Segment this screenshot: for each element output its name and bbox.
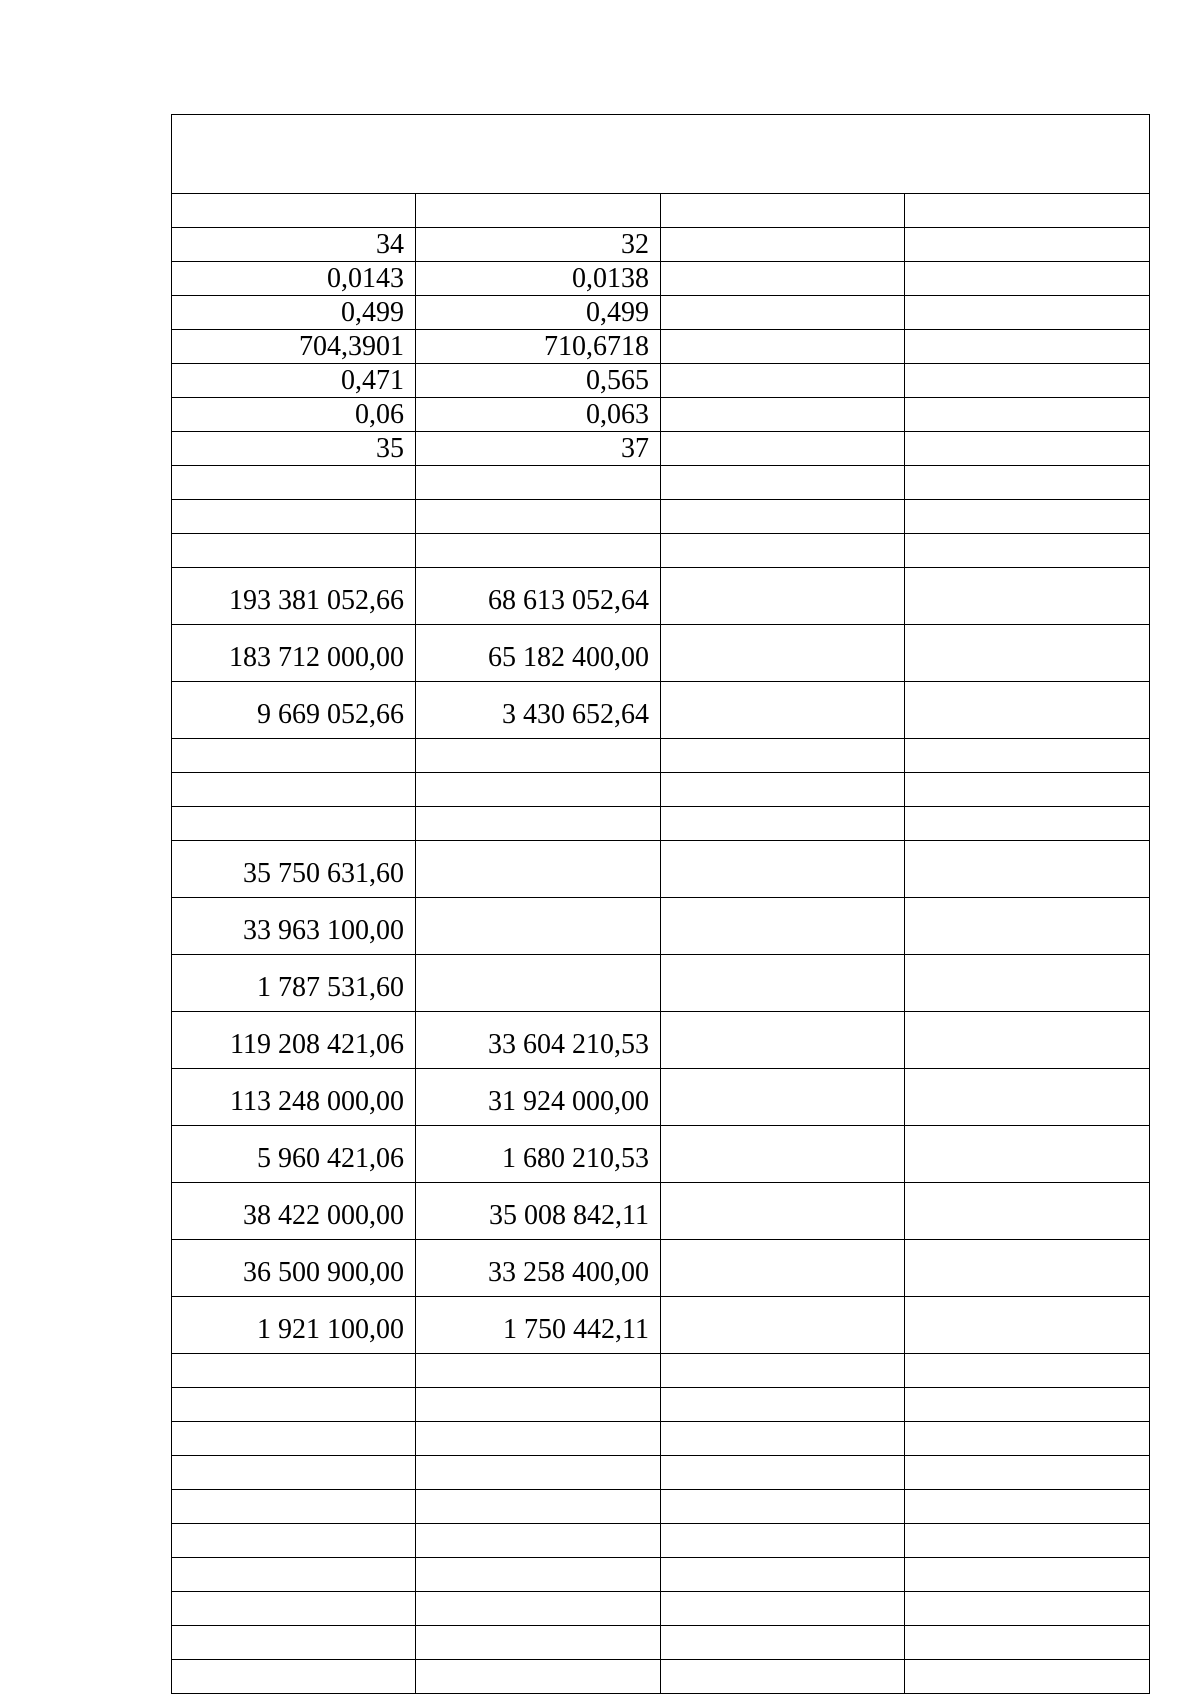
cell-col1	[172, 194, 416, 228]
table-row	[172, 432, 1150, 466]
cell-col1	[172, 807, 416, 841]
cell-col4	[905, 898, 1150, 955]
cell-col2: 0,063	[416, 398, 661, 432]
cell-col3	[661, 1297, 905, 1354]
cell-col1	[172, 1524, 416, 1558]
cell-col2	[416, 739, 661, 773]
cell-col4	[905, 682, 1150, 739]
cell-col2: 3 430 652,64	[416, 682, 661, 739]
cell-col1: 34	[172, 228, 416, 262]
cell-col4	[905, 1558, 1150, 1592]
cell-col3	[661, 841, 905, 898]
cell-col4	[905, 1456, 1150, 1490]
cell-col4	[905, 841, 1150, 898]
cell-col1	[172, 739, 416, 773]
cell-col4	[905, 534, 1150, 568]
cell-col4	[905, 398, 1150, 432]
cell-col2: 1 680 210,53	[416, 1126, 661, 1183]
cell-col4	[905, 1354, 1150, 1388]
table-row	[172, 1012, 1150, 1069]
cell-col1: 0,499	[172, 296, 416, 330]
cell-col1: 33 963 100,00	[172, 898, 416, 955]
cell-col4	[905, 955, 1150, 1012]
cell-col3	[661, 1240, 905, 1297]
table-row	[172, 1422, 1150, 1456]
cell-col3	[661, 1592, 905, 1626]
cell-col3	[661, 534, 905, 568]
table-row	[172, 1592, 1150, 1626]
table-row	[172, 296, 1150, 330]
cell-col1: 119 208 421,06	[172, 1012, 416, 1069]
cell-col3	[661, 466, 905, 500]
cell-col3	[661, 500, 905, 534]
cell-col2	[416, 1422, 661, 1456]
cell-col3	[661, 1422, 905, 1456]
cell-col2	[416, 773, 661, 807]
cell-col3	[661, 682, 905, 739]
cell-col2	[416, 500, 661, 534]
cell-col3	[661, 1354, 905, 1388]
cell-col1	[172, 1422, 416, 1456]
cell-col4	[905, 1069, 1150, 1126]
cell-col4	[905, 568, 1150, 625]
cell-col1	[172, 1660, 416, 1694]
table-row	[172, 194, 1150, 228]
table-row	[172, 625, 1150, 682]
cell-col1	[172, 1592, 416, 1626]
cell-col1: 35	[172, 432, 416, 466]
table-row	[172, 534, 1150, 568]
cell-col4	[905, 364, 1150, 398]
cell-col2	[416, 194, 661, 228]
cell-col2	[416, 1490, 661, 1524]
table-row	[172, 773, 1150, 807]
cell-col2: 0,0138	[416, 262, 661, 296]
cell-col3	[661, 398, 905, 432]
cell-col4	[905, 1183, 1150, 1240]
cell-col1: 1 921 100,00	[172, 1297, 416, 1354]
cell-col4	[905, 1126, 1150, 1183]
cell-col3	[661, 1069, 905, 1126]
cell-col1	[172, 1558, 416, 1592]
cell-col1: 704,3901	[172, 330, 416, 364]
table-row	[172, 1490, 1150, 1524]
table-row	[172, 1183, 1150, 1240]
cell-col3	[661, 625, 905, 682]
table-row	[172, 1558, 1150, 1592]
table-row	[172, 330, 1150, 364]
cell-col4	[905, 1297, 1150, 1354]
cell-col2: 1 750 442,11	[416, 1297, 661, 1354]
table-row	[172, 1354, 1150, 1388]
cell-col4	[905, 807, 1150, 841]
cell-col3	[661, 1524, 905, 1558]
cell-col3	[661, 807, 905, 841]
table-row	[172, 1297, 1150, 1354]
cell-col1	[172, 500, 416, 534]
cell-col2	[416, 1354, 661, 1388]
cell-col2	[416, 1626, 661, 1660]
cell-col2: 0,499	[416, 296, 661, 330]
cell-col3	[661, 228, 905, 262]
cell-col1	[172, 1490, 416, 1524]
cell-col2	[416, 898, 661, 955]
table-row	[172, 1126, 1150, 1183]
cell-col4	[905, 1490, 1150, 1524]
table-row	[172, 228, 1150, 262]
cell-col2	[416, 841, 661, 898]
cell-col3	[661, 773, 905, 807]
cell-col1: 113 248 000,00	[172, 1069, 416, 1126]
cell-col1: 36 500 900,00	[172, 1240, 416, 1297]
table-row	[172, 955, 1150, 1012]
cell-col3	[661, 1388, 905, 1422]
cell-col3	[661, 955, 905, 1012]
cell-col2: 65 182 400,00	[416, 625, 661, 682]
cell-col3	[661, 1012, 905, 1069]
cell-col1: 0,0143	[172, 262, 416, 296]
table-row	[172, 807, 1150, 841]
cell-col3	[661, 898, 905, 955]
cell-col4	[905, 1626, 1150, 1660]
cell-col2	[416, 955, 661, 1012]
table-row	[172, 682, 1150, 739]
cell-col1	[172, 1354, 416, 1388]
cell-col4	[905, 466, 1150, 500]
table-row	[172, 1388, 1150, 1422]
cell-col2: 33 258 400,00	[416, 1240, 661, 1297]
cell-col4	[905, 500, 1150, 534]
cell-col3	[661, 1558, 905, 1592]
cell-col4	[905, 1592, 1150, 1626]
cell-col3	[661, 262, 905, 296]
cell-col1: 183 712 000,00	[172, 625, 416, 682]
cell-col2: 33 604 210,53	[416, 1012, 661, 1069]
cell-col1	[172, 1388, 416, 1422]
cell-col3	[661, 1456, 905, 1490]
cell-col3	[661, 1626, 905, 1660]
cell-col1	[172, 1456, 416, 1490]
cell-col3	[661, 296, 905, 330]
table-row	[172, 466, 1150, 500]
table-row	[172, 364, 1150, 398]
cell-col3	[661, 364, 905, 398]
cell-col1	[172, 534, 416, 568]
cell-col4	[905, 625, 1150, 682]
table-row	[172, 1069, 1150, 1126]
table-row	[172, 262, 1150, 296]
table-row	[172, 1456, 1150, 1490]
table-row	[172, 1524, 1150, 1558]
table-row	[172, 500, 1150, 534]
table-body	[172, 115, 1150, 1694]
table-header-cell	[172, 115, 1150, 194]
cell-col4	[905, 262, 1150, 296]
table-row	[172, 1626, 1150, 1660]
cell-col1	[172, 466, 416, 500]
cell-col1: 35 750 631,60	[172, 841, 416, 898]
cell-col4	[905, 432, 1150, 466]
cell-col2: 37	[416, 432, 661, 466]
cell-col3	[661, 194, 905, 228]
cell-col4	[905, 228, 1150, 262]
table-row	[172, 1660, 1150, 1694]
table-row	[172, 1240, 1150, 1297]
cell-col4	[905, 1422, 1150, 1456]
cell-col2	[416, 1660, 661, 1694]
cell-col4	[905, 1660, 1150, 1694]
cell-col1: 0,06	[172, 398, 416, 432]
cell-col1: 1 787 531,60	[172, 955, 416, 1012]
cell-col4	[905, 1524, 1150, 1558]
cell-col4	[905, 1388, 1150, 1422]
cell-col2	[416, 1456, 661, 1490]
cell-col3	[661, 1660, 905, 1694]
cell-col4	[905, 1240, 1150, 1297]
cell-col2	[416, 534, 661, 568]
cell-col3	[661, 568, 905, 625]
cell-col1	[172, 773, 416, 807]
cell-col1	[172, 1626, 416, 1660]
cell-col2	[416, 466, 661, 500]
table-row	[172, 398, 1150, 432]
cell-col1: 9 669 052,66	[172, 682, 416, 739]
cell-col1: 193 381 052,66	[172, 568, 416, 625]
cell-col3	[661, 330, 905, 364]
cell-col2	[416, 1592, 661, 1626]
table-row	[172, 568, 1150, 625]
cell-col2: 0,565	[416, 364, 661, 398]
cell-col3	[661, 1490, 905, 1524]
table-header-row	[172, 115, 1150, 194]
cell-col4	[905, 194, 1150, 228]
cell-col3	[661, 739, 905, 773]
cell-col2: 35 008 842,11	[416, 1183, 661, 1240]
table-row	[172, 739, 1150, 773]
cell-col2: 31 924 000,00	[416, 1069, 661, 1126]
cell-col2: 68 613 052,64	[416, 568, 661, 625]
cell-col2	[416, 1524, 661, 1558]
cell-col1: 38 422 000,00	[172, 1183, 416, 1240]
cell-col2: 710,6718	[416, 330, 661, 364]
cell-col4	[905, 773, 1150, 807]
cell-col4	[905, 1012, 1150, 1069]
cell-col2	[416, 1388, 661, 1422]
cell-col3	[661, 1126, 905, 1183]
cell-col3	[661, 432, 905, 466]
cell-col3	[661, 1183, 905, 1240]
cell-col2: 32	[416, 228, 661, 262]
table-row	[172, 898, 1150, 955]
table-row	[172, 841, 1150, 898]
cell-col4	[905, 739, 1150, 773]
cell-col1: 0,471	[172, 364, 416, 398]
data-table	[171, 114, 1150, 1694]
cell-col2	[416, 807, 661, 841]
cell-col4	[905, 296, 1150, 330]
cell-col1: 5 960 421,06	[172, 1126, 416, 1183]
cell-col4	[905, 330, 1150, 364]
cell-col2	[416, 1558, 661, 1592]
